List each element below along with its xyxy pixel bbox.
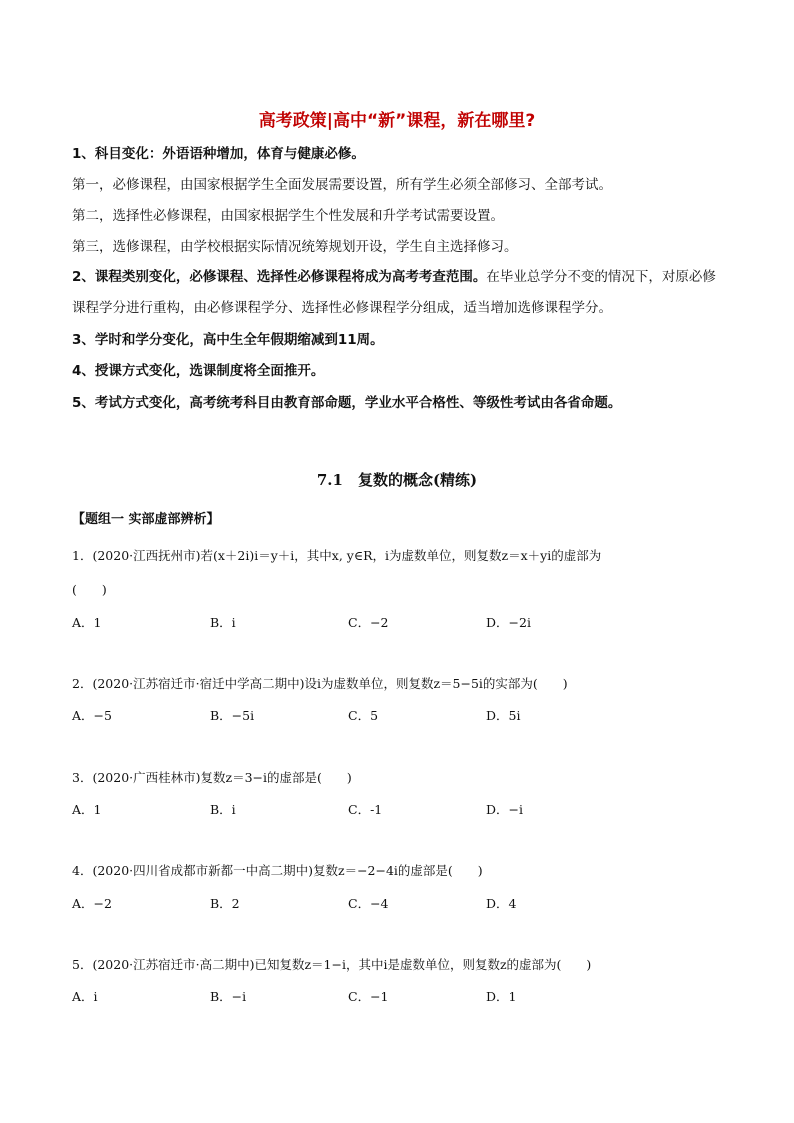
policy-item-3: 3、学时和学分变化，高中生全年假期缩减到11周。: [72, 332, 384, 348]
policy-item-5: 5、考试方式变化，高考统考科目由教育部命题，学业水平合格性、等级性考试由各省命题。: [72, 395, 622, 411]
policy-paragraph-second: 第二，选择性必修课程，由国家根据学生个性发展和升学考试需要设置。: [72, 208, 504, 224]
question-3-option-b: B．i: [210, 802, 236, 817]
question-4-option-b: B．2: [210, 896, 240, 911]
question-1-blank: ( ): [72, 582, 107, 597]
section-title: 7.1 复数的概念(精练): [316, 471, 478, 489]
question-1-option-d: D．−2i: [486, 615, 531, 630]
question-3-option-a: A．1: [72, 802, 102, 817]
page-title: 高考政策|高中“新”课程，新在哪里?: [258, 111, 536, 131]
question-1-stem: 1．(2020·江西抚州市)若(x＋2i)i＝y＋i，其中x, y∈R，i为虚数单位，则复数z＝x＋yi的虚部为: [72, 548, 602, 563]
question-2-option-c: C．5: [348, 708, 379, 723]
question-5-option-b: B．−i: [210, 989, 247, 1004]
question-4-option-d: D．4: [486, 896, 517, 911]
question-5-stem: 5．(2020·江苏宿迁市·高二期中)已知复数z＝1−i，其中i是虚数单位，则复数z的虚部为( ): [72, 957, 592, 972]
question-1-option-c: C．−2: [348, 615, 389, 630]
question-4-stem: 4．(2020·四川省成都市新都一中高二期中)复数z＝−2−4i的虚部是( ): [72, 863, 483, 878]
question-1-option-a: A．1: [72, 615, 102, 630]
policy-item-2-rest: 在毕业总学分不变的情况下，对原必修课程学分进行重构，由必修课程学分、选择性必修课程学分组成，适当增加选修课程学分。: [72, 269, 716, 316]
policy-item-4: 4、授课方式变化，选课制度将全面推开。: [72, 363, 325, 379]
policy-item-2: [72, 262, 724, 324]
question-3-option-d: D．−i: [486, 802, 523, 817]
question-group-heading: 【题组一 实部虚部辨析】: [72, 512, 220, 527]
question-1-option-b: B．i: [210, 615, 236, 630]
question-4-option-a: A．−2: [72, 896, 112, 911]
question-3-stem: 3．(2020·广西桂林市)复数z＝3−i的虚部是( ): [72, 770, 352, 785]
question-5-option-d: D．1: [486, 989, 517, 1004]
question-2-stem: 2．(2020·江苏宿迁市·宿迁中学高二期中)设i为虚数单位，则复数z＝5−5i的实部为( ): [72, 676, 568, 691]
question-2-option-d: D．5i: [486, 708, 521, 723]
policy-item-1: 1、科目变化：外语语种增加，体育与健康必修。: [72, 146, 365, 162]
policy-item-2-bold: 2、课程类别变化，必修课程、选择性必修课程将成为高考考查范围。: [72, 269, 487, 285]
policy-paragraph-third: 第三，选修课程，由学校根据实际情况统筹规划开设，学生自主选择修习。: [72, 239, 518, 255]
policy-paragraph-first: 第一，必修课程，由国家根据学生全面发展需要设置，所有学生必须全部修习、全部考试。: [72, 177, 612, 193]
question-2-option-a: A．−5: [72, 708, 112, 723]
question-2-option-b: B．−5i: [210, 708, 255, 723]
question-5-option-a: A．i: [72, 989, 98, 1004]
question-4-option-c: C．−4: [348, 896, 389, 911]
question-3-option-c: C．-1: [348, 802, 383, 817]
question-5-option-c: C．−1: [348, 989, 389, 1004]
